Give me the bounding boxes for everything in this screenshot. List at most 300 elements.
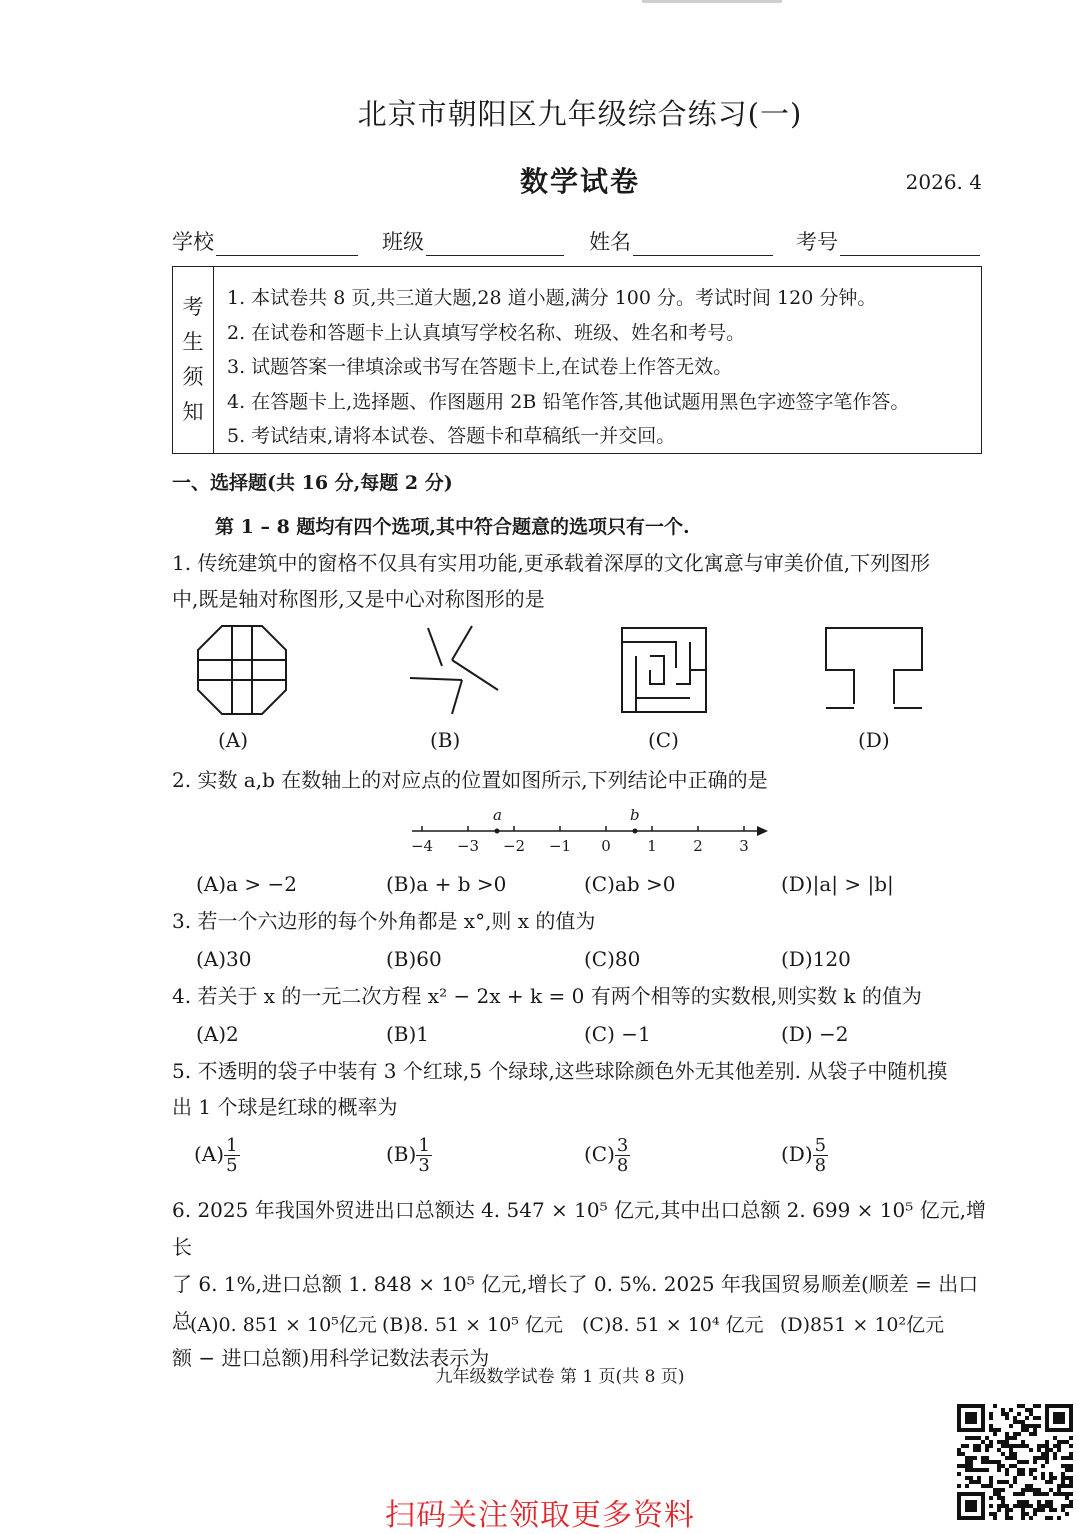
question-line: 6. 2025 年我国外贸进出口总额达 4. 547 × 10⁵ 亿元,其中出口总额 2. 699 × 10⁵ 亿元,增长 <box>172 1198 986 1259</box>
qr-module <box>1021 1404 1025 1408</box>
qr-module <box>1037 1456 1041 1460</box>
notice-heading-char: 考 <box>182 295 204 319</box>
numerator: 1 <box>226 1135 238 1156</box>
option-b[interactable] <box>386 1136 432 1175</box>
notice-heading-char: 知 <box>182 400 204 424</box>
qr-module <box>1033 1456 1037 1460</box>
fraction <box>813 1136 828 1175</box>
qr-module <box>1037 1448 1041 1452</box>
exam-no-field[interactable] <box>796 226 980 256</box>
qr-module <box>989 1460 993 1464</box>
notice-heading-char: 须 <box>182 365 204 389</box>
question-4-text: 4. 若关于 x 的一元二次方程 x² − 2x + k = 0 有两个相等的实数根,则实数 k 的值为 <box>172 984 922 1008</box>
qr-module <box>1069 1452 1073 1456</box>
figure-b-pinwheel <box>410 626 498 714</box>
qr-module <box>957 1484 961 1488</box>
qr-module <box>1061 1464 1065 1468</box>
figure-a-octagon-window <box>198 626 286 714</box>
qr-module <box>1009 1464 1013 1468</box>
school-label: 学校 <box>172 230 214 254</box>
qr-module <box>993 1404 997 1408</box>
qr-module <box>1013 1444 1017 1448</box>
qr-module <box>997 1460 1001 1464</box>
question-line: 额 − 进口总额)用科学记数法表示为 <box>172 1346 490 1370</box>
qr-module <box>969 1468 973 1472</box>
point-b-label: b <box>630 806 640 824</box>
qr-module <box>985 1460 989 1464</box>
qr-module <box>1005 1480 1009 1484</box>
qr-module <box>1001 1480 1005 1484</box>
qr-module <box>1013 1416 1017 1420</box>
figure-c-maze-lattice <box>622 628 706 712</box>
qr-module <box>985 1468 989 1472</box>
option-label: (C) <box>584 1142 615 1166</box>
qr-module <box>1069 1468 1073 1472</box>
question-1-text <box>172 545 987 617</box>
qr-module <box>989 1428 993 1432</box>
qr-module <box>1045 1480 1049 1484</box>
axis-tick-label: 1 <box>647 837 657 855</box>
denominator: 8 <box>616 1155 629 1176</box>
qr-module <box>1069 1476 1073 1480</box>
qr-module <box>1065 1456 1069 1460</box>
qr-module <box>973 1448 977 1452</box>
qr-module <box>997 1468 1001 1472</box>
qr-module <box>1017 1472 1021 1476</box>
qr-module <box>1069 1464 1073 1468</box>
option-b[interactable]: (B)1 <box>386 1022 430 1046</box>
qr-module <box>981 1468 985 1472</box>
axis-tick-label: −3 <box>456 837 480 855</box>
qr-module <box>989 1440 993 1444</box>
qr-module <box>1049 1472 1053 1476</box>
qr-module <box>1021 1472 1025 1476</box>
qr-module <box>1041 1452 1045 1456</box>
qr-module <box>973 1456 977 1460</box>
qr-module <box>1057 1440 1061 1444</box>
qr-module <box>965 1468 969 1472</box>
page-footer: 九年级数学试卷 第 1 页(共 8 页) <box>435 1367 685 1387</box>
qr-module <box>985 1436 989 1440</box>
qr-module <box>1053 1436 1057 1440</box>
qr-module <box>1033 1428 1037 1432</box>
notice-list <box>227 281 909 454</box>
notice-item: 3. 试题答案一律填涂或书写在答题卡上,在试卷上作答无效。 <box>227 356 733 378</box>
qr-module <box>997 1448 1001 1452</box>
fraction <box>224 1136 239 1175</box>
qr-module <box>1017 1412 1021 1416</box>
option-a[interactable]: (A)0. 851 × 10⁵亿元 <box>190 1314 377 1336</box>
class-label: 班级 <box>382 230 424 254</box>
exam-no-blank[interactable] <box>840 233 980 256</box>
qr-module <box>977 1468 981 1472</box>
qr-module <box>1025 1428 1029 1432</box>
option-d[interactable]: (D) −2 <box>781 1022 849 1046</box>
qr-module <box>965 1444 969 1448</box>
denominator: 5 <box>226 1155 238 1176</box>
qr-module <box>1045 1456 1049 1460</box>
qr-module <box>1033 1424 1037 1428</box>
qr-module <box>1009 1452 1013 1456</box>
question-5-text <box>172 1053 987 1125</box>
qr-module <box>969 1464 973 1468</box>
qr-module <box>1061 1440 1065 1444</box>
qr-module <box>1009 1408 1013 1412</box>
qr-module <box>965 1464 969 1468</box>
qr-module <box>989 1480 993 1484</box>
question-5-options <box>194 1136 994 1184</box>
qr-module <box>1041 1444 1045 1448</box>
qr-module <box>1045 1448 1049 1452</box>
qr-module <box>1001 1444 1005 1448</box>
qr-module <box>997 1464 1001 1468</box>
qr-module <box>997 1428 1001 1432</box>
name-label: 姓名 <box>589 230 631 254</box>
numerator: 3 <box>616 1135 629 1156</box>
qr-module <box>1061 1472 1065 1476</box>
point-a <box>495 829 500 834</box>
qr-module <box>1033 1468 1037 1472</box>
qr-module <box>977 1436 981 1440</box>
question-line: 1. 传统建筑中的窗格不仅具有实用功能,更承载着深厚的文化寓意与审美价值,下列图形 <box>172 551 931 575</box>
exam-subtitle: 数学试卷 <box>519 165 640 198</box>
qr-module <box>1021 1468 1025 1472</box>
qr-module <box>1033 1460 1037 1464</box>
class-field[interactable] <box>382 226 564 256</box>
qr-module <box>1009 1484 1013 1488</box>
notice-item: 2. 在试卷和答题卡上认真填写学校名称、班级、姓名和考号。 <box>227 321 746 344</box>
qr-module <box>1057 1444 1061 1448</box>
exam-no-label: 考号 <box>796 230 838 254</box>
figure-d-t-shape <box>826 628 922 708</box>
option-c-label[interactable]: (C) <box>648 728 679 752</box>
qr-module <box>1013 1480 1017 1484</box>
qr-module <box>1041 1476 1045 1480</box>
axis-tick-label: −1 <box>548 837 572 855</box>
question-1-option-labels <box>0 728 1080 758</box>
qr-module <box>985 1456 989 1460</box>
qr-module <box>957 1464 961 1468</box>
option-a[interactable]: (A)2 <box>196 1022 239 1046</box>
option-a-label[interactable]: (A) <box>218 728 249 752</box>
qr-module <box>1001 1440 1005 1444</box>
qr-module <box>1025 1408 1029 1412</box>
qr-module <box>977 1444 981 1448</box>
school-blank[interactable] <box>216 233 358 256</box>
qr-module <box>985 1484 989 1488</box>
qr-module <box>1025 1424 1029 1428</box>
axis-tick-label: 2 <box>693 837 703 855</box>
qr-module <box>1009 1448 1013 1452</box>
question-2-options <box>196 872 996 898</box>
option-b[interactable]: (B)60 <box>386 947 442 971</box>
qr-module <box>993 1432 997 1436</box>
fraction <box>615 1136 630 1175</box>
qr-module <box>1013 1456 1017 1460</box>
qr-module <box>965 1456 969 1460</box>
qr-module <box>1065 1484 1069 1488</box>
qr-module <box>1049 1480 1053 1484</box>
option-d[interactable] <box>781 1136 828 1175</box>
qr-module <box>969 1480 973 1484</box>
option-d-label[interactable]: (D) <box>858 728 890 752</box>
question-line: 出 1 个球是红球的概率为 <box>172 1095 398 1119</box>
qr-module <box>961 1444 965 1448</box>
qr-module <box>965 1460 969 1464</box>
qr-module <box>1021 1420 1025 1424</box>
option-b[interactable]: (B)8. 51 × 10⁵ 亿元 <box>382 1314 563 1336</box>
qr-module <box>1005 1456 1009 1460</box>
name-field[interactable] <box>589 226 773 256</box>
option-d[interactable]: (D)|a| > |b| <box>781 872 894 896</box>
qr-module <box>1045 1452 1049 1456</box>
qr-module <box>1021 1440 1025 1444</box>
qr-module <box>973 1480 977 1484</box>
qr-module <box>957 1452 961 1456</box>
notice-heading-char: 生 <box>182 330 204 354</box>
qr-module <box>1021 1428 1025 1432</box>
qr-module <box>1061 1484 1065 1488</box>
qr-module <box>1041 1456 1045 1460</box>
qr-module <box>1057 1484 1061 1488</box>
option-b-label[interactable]: (B) <box>430 728 461 752</box>
qr-module <box>1001 1408 1005 1412</box>
qr-module <box>989 1412 993 1416</box>
qr-module <box>1045 1444 1049 1448</box>
qr-module <box>969 1456 973 1460</box>
axis-tick-label: −2 <box>502 837 526 855</box>
qr-module <box>1029 1468 1033 1472</box>
option-c[interactable]: (C) −1 <box>584 1022 651 1046</box>
qr-module <box>1049 1476 1053 1480</box>
qr-module <box>1017 1420 1021 1424</box>
qr-module <box>981 1484 985 1488</box>
qr-module <box>1001 1464 1005 1468</box>
qr-module <box>981 1440 985 1444</box>
qr-module <box>957 1448 961 1452</box>
fraction <box>416 1136 431 1175</box>
denominator: 3 <box>418 1155 430 1176</box>
promo-banner[interactable]: 扫码关注领取更多资料 <box>385 1498 695 1533</box>
qr-module <box>965 1436 969 1440</box>
qr-module <box>973 1444 977 1448</box>
qr-module <box>1029 1484 1033 1488</box>
qr-module <box>1005 1468 1009 1472</box>
question-6-text <box>172 1192 992 1377</box>
option-label: (B) <box>386 1142 417 1166</box>
qr-module <box>981 1460 985 1464</box>
option-c[interactable]: (C)80 <box>584 947 641 971</box>
point-b <box>633 829 638 834</box>
exam-date: 2026. 4 <box>905 170 982 194</box>
qr-module <box>1005 1412 1009 1416</box>
qr-module <box>973 1436 977 1440</box>
qr-module <box>1005 1440 1009 1444</box>
qr-module <box>1053 1452 1057 1456</box>
qr-module <box>1005 1444 1009 1448</box>
question-line: 5. 不透明的袋子中装有 3 个红球,5 个绿球,这些球除颜色外无其他差别. 从袋子中随机摸 <box>172 1059 948 1083</box>
qr-module <box>1069 1444 1073 1448</box>
notice-item: 4. 在答题卡上,选择题、作图题用 2B 铅笔作答,其他试题用黑色字迹签字笔作答。 <box>227 390 910 413</box>
qr-module <box>1029 1408 1033 1412</box>
class-blank[interactable] <box>426 233 564 256</box>
qr-module <box>1013 1420 1017 1424</box>
qr-module <box>1069 1456 1073 1460</box>
qr-module <box>973 1468 977 1472</box>
qr-module <box>993 1428 997 1432</box>
qr-module <box>1025 1484 1029 1488</box>
option-a[interactable] <box>194 1136 240 1175</box>
qr-module <box>1065 1464 1069 1468</box>
question-1-figures <box>180 618 950 723</box>
section-title: 一、选择题(共 16 分,每题 2 分) <box>172 472 453 494</box>
qr-module <box>969 1476 973 1480</box>
qr-module <box>1013 1452 1017 1456</box>
qr-module <box>1021 1424 1025 1428</box>
qr-module <box>961 1464 965 1468</box>
qr-module <box>1029 1432 1033 1436</box>
qr-module <box>989 1424 993 1428</box>
school-field[interactable] <box>172 226 358 256</box>
candidate-notice-box <box>172 266 982 454</box>
qr-module <box>1065 1468 1069 1472</box>
qr-module <box>1009 1436 1013 1440</box>
qr-module <box>985 1444 989 1448</box>
qr-module <box>1033 1476 1037 1480</box>
qr-module <box>1037 1404 1041 1408</box>
arrow-head-icon <box>757 826 768 836</box>
option-d[interactable]: (D)851 × 10²亿元 <box>780 1314 945 1336</box>
qr-module <box>1057 1448 1061 1452</box>
qr-module <box>965 1484 969 1488</box>
qr-module <box>1049 1448 1053 1452</box>
qr-module <box>1061 1480 1065 1484</box>
question-6-options <box>190 1310 990 1336</box>
option-c[interactable] <box>584 1136 630 1175</box>
qr-module <box>1037 1424 1041 1428</box>
exam-title: 北京市朝阳区九年级综合练习(一) <box>357 97 803 131</box>
qr-module <box>1061 1476 1065 1480</box>
qr-module <box>1029 1412 1033 1416</box>
qr-module <box>1033 1416 1037 1420</box>
qr-module <box>1041 1472 1045 1476</box>
axis-tick-label: 0 <box>601 837 611 855</box>
qr-module <box>1045 1460 1049 1464</box>
qr-module <box>1017 1432 1021 1436</box>
qr-module <box>1069 1436 1073 1440</box>
qr-module <box>1037 1416 1041 1420</box>
question-3-options <box>196 947 996 973</box>
qr-module <box>1001 1452 1005 1456</box>
qr-module <box>989 1444 993 1448</box>
qr-module <box>1069 1480 1073 1484</box>
qr-module <box>985 1448 989 1452</box>
qr-module <box>993 1460 997 1464</box>
number-line <box>400 804 780 856</box>
question-line: 中,既是轴对称图形,又是中心对称图形的是 <box>172 587 545 611</box>
qr-module <box>1005 1416 1009 1420</box>
notice-item: 1. 本试卷共 8 页,共三道大题,28 道小题,满分 100 分。考试时间 120 分钟。 <box>227 287 877 309</box>
qr-module <box>989 1476 993 1480</box>
qr-module <box>1061 1456 1065 1460</box>
qr-module <box>1029 1424 1033 1428</box>
qr-module <box>969 1460 973 1464</box>
qr-module <box>1025 1416 1029 1420</box>
qr-module <box>1013 1464 1017 1468</box>
option-b[interactable]: (B)a + b >0 <box>386 872 507 896</box>
qr-module <box>1065 1476 1069 1480</box>
question-2-text: 2. 实数 a,b 在数轴上的对应点的位置如图所示,下列结论中正确的是 <box>172 768 768 792</box>
qr-module <box>1001 1412 1005 1416</box>
option-label: (A) <box>194 1142 225 1166</box>
option-c[interactable]: (C)8. 51 × 10⁴ 亿元 <box>582 1314 764 1336</box>
qr-module <box>1009 1456 1013 1460</box>
qr-module <box>965 1476 969 1480</box>
qr-module <box>1017 1404 1021 1408</box>
point-a-label: a <box>493 806 502 824</box>
qr-module <box>1033 1432 1037 1436</box>
qr-module <box>1005 1432 1009 1436</box>
qr-module <box>1029 1472 1033 1476</box>
option-a[interactable]: (A)30 <box>196 947 252 971</box>
qr-module <box>989 1416 993 1420</box>
qr-module <box>1053 1456 1057 1460</box>
qr-module <box>1045 1440 1049 1444</box>
qr-module <box>1069 1484 1073 1488</box>
qr-module <box>1053 1476 1057 1480</box>
qr-module <box>1037 1444 1041 1448</box>
denominator: 8 <box>814 1155 827 1176</box>
qr-module <box>1005 1436 1009 1440</box>
scan-edge-mark <box>642 0 782 3</box>
option-d[interactable]: (D)120 <box>781 947 851 971</box>
qr-module <box>969 1436 973 1440</box>
qr-module <box>1041 1464 1045 1468</box>
qr-module <box>1025 1460 1029 1464</box>
qr-module <box>997 1480 1001 1484</box>
qr-module <box>961 1452 965 1456</box>
name-blank[interactable] <box>633 233 773 256</box>
qr-module <box>1021 1444 1025 1448</box>
qr-module <box>1029 1448 1033 1452</box>
notice-item: 5. 考试结束,请将本试卷、答题卡和草稿纸一并交回。 <box>227 425 676 447</box>
qr-module <box>1017 1444 1021 1448</box>
qr-module <box>997 1440 1001 1444</box>
qr-module <box>1053 1444 1057 1448</box>
option-label: (D) <box>781 1142 813 1166</box>
qr-module <box>977 1476 981 1480</box>
qr-module <box>1021 1460 1025 1464</box>
question-4-options <box>196 1022 996 1048</box>
qr-module <box>1013 1432 1017 1436</box>
option-a[interactable]: (A)a > −2 <box>196 872 297 896</box>
qr-module <box>1065 1440 1069 1444</box>
qr-module <box>1005 1472 1009 1476</box>
qr-module <box>957 1472 961 1476</box>
qr-module <box>1033 1404 1037 1408</box>
qr-module <box>1013 1436 1017 1440</box>
option-c[interactable]: (C)ab >0 <box>584 872 676 896</box>
axis-tick-label: 3 <box>739 837 749 855</box>
qr-module <box>1017 1460 1021 1464</box>
numerator: 5 <box>814 1135 827 1156</box>
notice-heading <box>173 267 214 453</box>
qr-module <box>989 1484 993 1488</box>
numerator: 1 <box>418 1135 430 1156</box>
section-note: 第 1 – 8 题均有四个选项,其中符合题意的选项只有一个. <box>215 516 690 538</box>
axis-tick-label: −4 <box>410 837 434 855</box>
question-3-text: 3. 若一个六边形的每个外角都是 x°,则 x 的值为 <box>172 909 596 933</box>
